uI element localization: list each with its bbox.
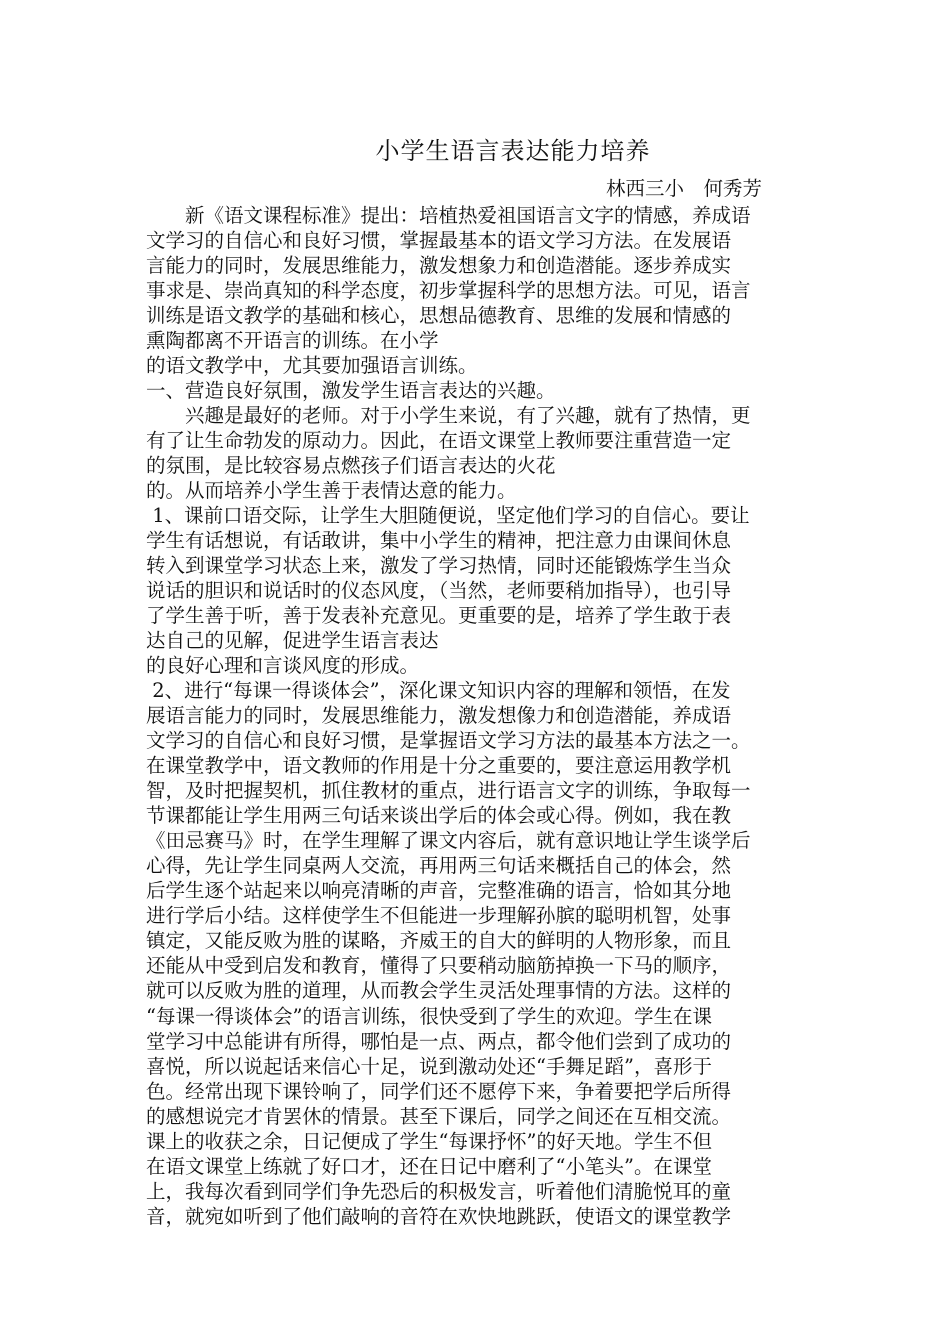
text-line: 达自己的见解，促进学生语言表达 xyxy=(146,629,439,653)
document-body xyxy=(146,203,836,1229)
text-line: 就可以反败为胜的道理，从而教会学生灵活处理事情的方法。这样的 xyxy=(146,979,732,1003)
text-line: 兴趣是最好的老师。对于小学生来说，有了兴趣，就有了热情，更 xyxy=(146,404,751,428)
text-line: 堂学习中总能讲有所得，哪怕是一点、两点，都令他们尝到了成功的 xyxy=(146,1029,732,1053)
text-line: 的良好心理和言谈风度的形成。 xyxy=(146,654,420,678)
text-line: 熏陶都离不开语言的训练。在小学 xyxy=(146,329,439,353)
text-line: 镇定，又能反败为胜的谋略，齐威王的自大的鲜明的人物形象，而且 xyxy=(146,929,732,953)
text-line: 了学生善于听，善于发表补充意见。更重要的是，培养了学生敢于表 xyxy=(146,604,732,628)
text-line: 还能从中受到启发和教育，懂得了只要稍动脑筋掉换一下马的顺序， xyxy=(146,954,732,978)
text-line: 上，我每次看到同学们争先恐后的积极发言，听着他们清脆悦耳的童 xyxy=(146,1179,732,1203)
text-line: 的感想说完才肯罢休的情景。甚至下课后，同学之间还在互相交流。 xyxy=(146,1104,732,1128)
text-line: 事求是、崇尚真知的科学态度，初步掌握科学的思想方法。可见，语言 xyxy=(146,279,751,303)
text-line: 2、进行“每课一得谈体会”，深化课文知识内容的理解和领悟，在发 xyxy=(146,679,731,703)
text-line: 一、营造良好氛围，激发学生语言表达的兴趣。 xyxy=(146,379,556,403)
text-line: 展语言能力的同时，发展思维能力，激发想像力和创造潜能，养成语 xyxy=(146,704,732,728)
text-line: 心得，先让学生同桌两人交流，再用两三句话来概括自己的体会，然 xyxy=(146,854,732,878)
text-line: 言能力的同时，发展思维能力，激发想象力和创造潜能。逐步养成实 xyxy=(146,254,732,278)
text-line: “每课一得谈体会”的语言训练，很快受到了学生的欢迎。学生在课 xyxy=(146,1004,712,1028)
text-line: 智，及时把握契机，抓住教材的重点，进行语言文字的训练，争取每一 xyxy=(146,779,751,803)
text-line: 有了让生命勃发的原动力。因此，在语文课堂上教师要注重营造一定 xyxy=(146,429,732,453)
text-line: 《田忌赛马》时，在学生理解了课文内容后，就有意识地让学生谈学后 xyxy=(146,829,751,853)
text-line: 节课都能让学生用两三句话来谈出学后的体会或心得。例如，我在教 xyxy=(146,804,732,828)
text-line: 喜悦，所以说起话来信心十足，说到激动处还“手舞足蹈”，喜形于 xyxy=(146,1054,712,1078)
text-line: 学生有话想说，有话敢讲，集中小学生的精神，把注意力由课间休息 xyxy=(146,529,732,553)
author-line: 林西三小 何秀芳 xyxy=(606,177,763,200)
text-line: 课上的收获之余，日记便成了学生“每课抒怀”的好天地。学生不但 xyxy=(146,1129,712,1153)
text-line: 的。从而培养小学生善于表情达意的能力。 xyxy=(146,479,517,503)
text-line: 后学生逐个站起来以响亮清晰的声音，完整准确的语言，恰如其分地 xyxy=(146,879,732,903)
text-line: 文学习的自信心和良好习惯，掌握最基本的语文学习方法。在发展语 xyxy=(146,229,732,253)
text-line: 转入到课堂学习状态上来，激发了学习热情，同时还能锻炼学生当众 xyxy=(146,554,732,578)
text-line: 进行学后小结。这样使学生不但能进一步理解孙膑的聪明机智，处事 xyxy=(146,904,732,928)
text-line: 1、课前口语交际，让学生大胆随便说，坚定他们学习的自信心。要让 xyxy=(146,504,750,528)
text-line: 音，就宛如听到了他们敲响的音符在欢快地跳跃，使语文的课堂教学 xyxy=(146,1204,732,1228)
text-line: 的语文教学中，尤其要加强语言训练。 xyxy=(146,354,478,378)
text-line: 训练是语文教学的基础和核心，思想品德教育、思维的发展和情感的 xyxy=(146,304,732,328)
text-line: 色。经常出现下课铃响了，同学们还不愿停下来，争着要把学后所得 xyxy=(146,1079,732,1103)
text-line: 文学习的自信心和良好习惯，是掌握语文学习方法的最基本方法之一。 xyxy=(146,729,751,753)
document-title: 小学生语言表达能力培养 xyxy=(375,137,651,165)
text-line: 在语文课堂上练就了好口才，还在日记中磨利了“小笔头”。在课堂 xyxy=(146,1154,712,1178)
text-line: 在课堂教学中，语文教师的作用是十分之重要的，要注意运用教学机 xyxy=(146,754,732,778)
text-line: 的氛围，是比较容易点燃孩子们语言表达的火花 xyxy=(146,454,556,478)
text-line: 新《语文课程标准》提出：培植热爱祖国语言文字的情感，养成语 xyxy=(146,204,751,227)
text-line: 说话的胆识和说话时的仪态风度，（当然，老师要稍加指导），也引导 xyxy=(146,579,732,603)
